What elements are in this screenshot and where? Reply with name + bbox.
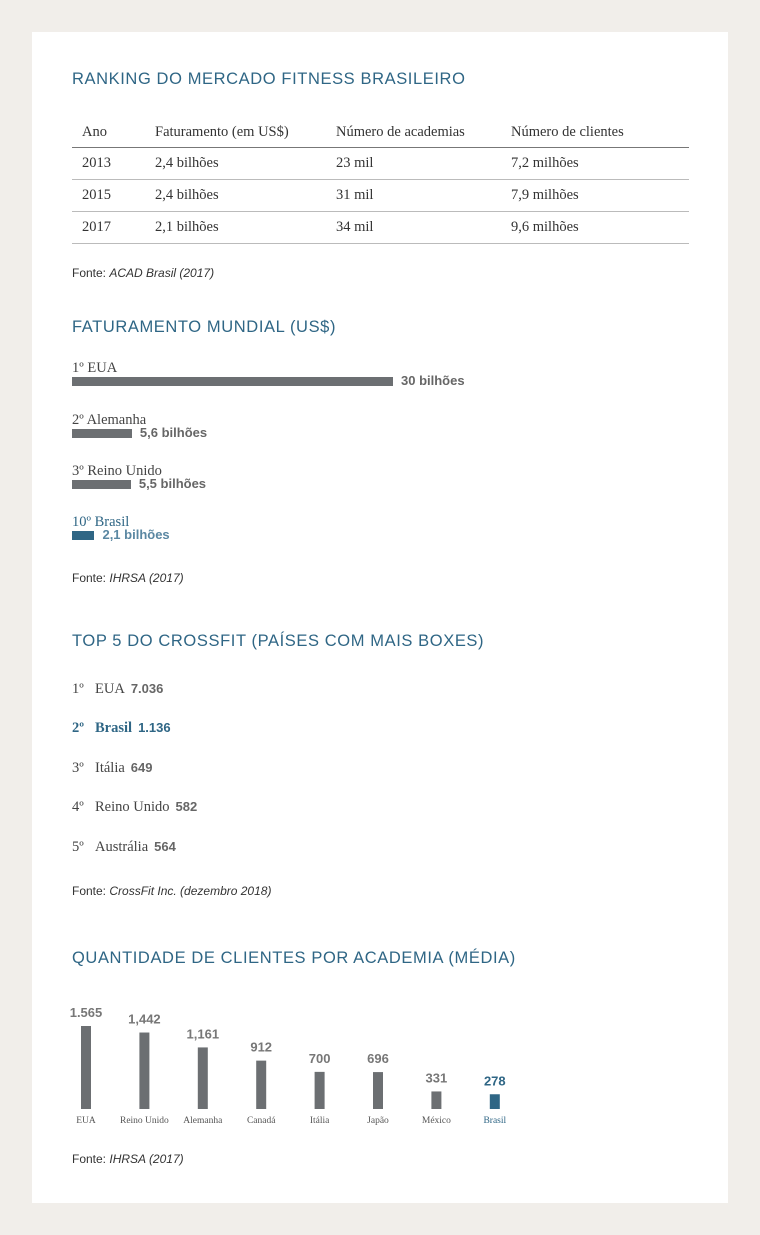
- source-text: IHRSA (2017): [109, 571, 184, 585]
- hbar-category-label: 2º Alemanha: [72, 412, 147, 428]
- cell-academias: 31 mil: [326, 180, 501, 212]
- bar-category-label: EUA: [76, 1116, 96, 1126]
- crossfit-source: [72, 884, 271, 898]
- source-text: ACAD Brasil (2017): [109, 266, 215, 280]
- cell-faturamento: 2,4 bilhões: [145, 148, 326, 180]
- faturamento-title: FATURAMENTO MUNDIAL (US$): [72, 318, 337, 336]
- cf-rank: 3º: [72, 760, 84, 776]
- bar-category-label: Itália: [309, 1116, 330, 1126]
- hbar-bar: [72, 377, 393, 386]
- bar-value-label: 912: [250, 1039, 273, 1055]
- bar-category-label: Canadá: [246, 1116, 276, 1126]
- clientes-title: QUANTIDADE DE CLIENTES POR ACADEMIA (MÉDIA): [72, 949, 516, 967]
- cf-country: Brasil: [95, 720, 133, 736]
- hbar-value-label: 5,5 bilhões: [138, 476, 207, 491]
- cell-faturamento: 2,1 bilhões: [145, 212, 326, 244]
- cf-rank: 1º: [72, 681, 84, 697]
- cf-value: 7.036: [130, 681, 164, 696]
- hbar-row: [72, 463, 672, 503]
- table-row: [72, 180, 689, 212]
- cell-ano: 2013: [72, 148, 145, 180]
- hbar-bar: [72, 531, 94, 540]
- list-item: [72, 799, 197, 816]
- bar-eua: [81, 1026, 91, 1109]
- cf-rank: 4º: [72, 799, 84, 815]
- bar-category-label: Japão: [367, 1116, 389, 1126]
- bar-value-label: 1,161: [186, 1026, 220, 1042]
- clientes-bar-chart: [64, 997, 544, 1132]
- cell-academias: 34 mil: [326, 212, 501, 244]
- cell-ano: 2017: [72, 212, 145, 244]
- list-item: [72, 839, 176, 856]
- hbar-row: [72, 412, 672, 452]
- list-item: [72, 760, 153, 777]
- table-row: [72, 148, 689, 180]
- cf-rank: 2º: [72, 720, 85, 736]
- bar-category-label: México: [421, 1116, 451, 1126]
- hbar-value-label: 5,6 bilhões: [139, 425, 208, 440]
- bar-category-label: Brasil: [483, 1116, 507, 1126]
- cf-rank: 5º: [72, 839, 84, 855]
- bar-méxico: [431, 1091, 441, 1109]
- hbar-category-label: 10º Brasil: [72, 514, 130, 530]
- cf-value: 649: [130, 760, 153, 775]
- source-prefix: Fonte:: [72, 1152, 107, 1166]
- cell-ano: 2015: [72, 180, 145, 212]
- list-item-highlight: [72, 720, 171, 737]
- clientes-source: [72, 1152, 184, 1166]
- bar-canadá: [256, 1061, 266, 1109]
- cf-value: 582: [175, 799, 198, 814]
- bar-category-label: Alemanha: [183, 1116, 223, 1126]
- hbar-bar: [72, 480, 131, 489]
- bar-value-label: 696: [367, 1051, 389, 1067]
- col-header-ano: Ano: [72, 118, 145, 148]
- source-prefix: Fonte:: [72, 884, 107, 898]
- col-header-clientes: Número de clientes: [501, 118, 689, 148]
- cf-value: 564: [154, 839, 176, 854]
- ranking-title: RANKING DO MERCADO FITNESS BRASILEIRO: [72, 70, 466, 88]
- hbar-row-highlight: [72, 514, 672, 554]
- cell-faturamento: 2,4 bilhões: [145, 180, 326, 212]
- cell-academias: 23 mil: [326, 148, 501, 180]
- cell-clientes: 7,2 milhões: [501, 148, 689, 180]
- cf-country: Reino Unido: [95, 799, 170, 815]
- hbar-bar: [72, 429, 132, 438]
- infographic-card: [32, 32, 728, 1203]
- table-header-row: [72, 118, 689, 148]
- bar-value-label: 278: [483, 1073, 506, 1089]
- hbar-category-label: 3º Reino Unido: [72, 463, 162, 479]
- bar-value-label: 700: [308, 1050, 331, 1066]
- bar-value-label: 1,442: [128, 1011, 161, 1027]
- cell-clientes: 9,6 milhões: [501, 212, 689, 244]
- bar-reino-unido: [139, 1033, 149, 1109]
- hbar-value-label: 30 bilhões: [401, 373, 465, 388]
- cell-clientes: 7,9 milhões: [501, 180, 689, 212]
- ranking-table: [72, 118, 689, 244]
- hbar-category-label: 1º EUA: [72, 360, 118, 376]
- table-row: [72, 212, 689, 244]
- hbar-row: [72, 360, 672, 400]
- cf-value: 1.136: [138, 720, 171, 735]
- bar-value-label: 331: [425, 1070, 448, 1086]
- list-item: [72, 681, 163, 698]
- bar-value-label: 1.565: [69, 1005, 103, 1020]
- source-prefix: Fonte:: [72, 571, 107, 585]
- bar-category-label: Reino Unido: [119, 1116, 169, 1126]
- col-header-faturamento: Faturamento (em US$): [145, 118, 326, 148]
- source-prefix: Fonte:: [72, 266, 107, 280]
- ranking-source: [72, 266, 214, 280]
- bar-brasil: [490, 1094, 500, 1109]
- cf-country: Itália: [95, 760, 125, 776]
- faturamento-source: [72, 571, 184, 585]
- hbar-value-label: 2,1 bilhões: [102, 527, 170, 542]
- col-header-academias: Número de academias: [326, 118, 501, 148]
- cf-country: Austrália: [95, 839, 149, 855]
- crossfit-title: TOP 5 DO CROSSFIT (PAÍSES COM MAIS BOXES): [72, 632, 485, 650]
- bar-itália: [315, 1072, 325, 1109]
- bar-japão: [373, 1072, 383, 1109]
- bar-alemanha: [198, 1047, 208, 1109]
- cf-country: EUA: [95, 681, 125, 697]
- source-text: IHRSA (2017): [109, 1152, 184, 1166]
- source-text: CrossFit Inc. (dezembro 2018): [109, 884, 272, 898]
